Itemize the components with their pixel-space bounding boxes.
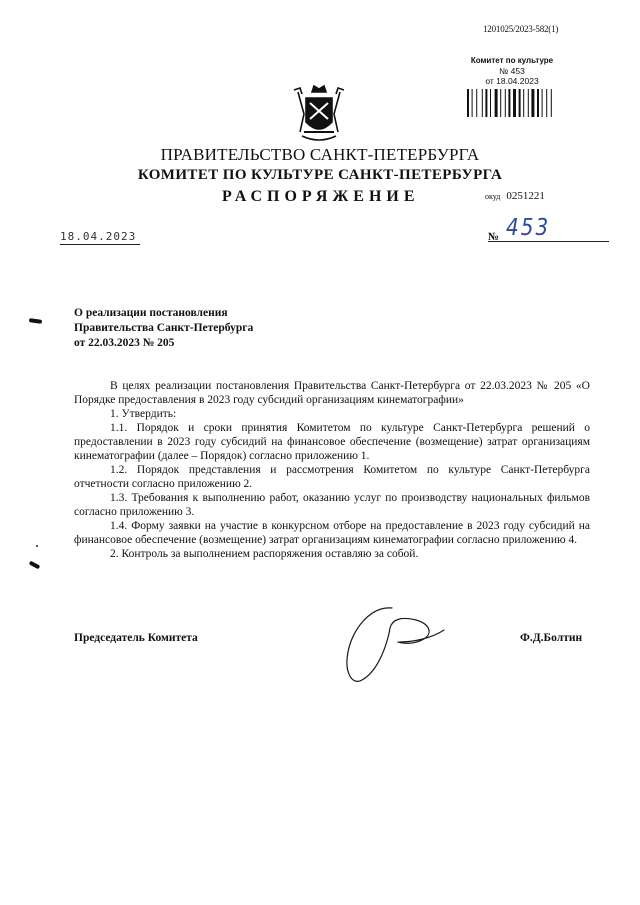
barcode-bar xyxy=(551,89,552,117)
document-number-label: № xyxy=(488,231,500,243)
margin-dot xyxy=(36,545,38,547)
barcode-bar xyxy=(482,89,483,117)
barcode-bar xyxy=(472,89,473,117)
barcode-bar xyxy=(500,89,501,117)
signatory-name: Ф.Д.Болтин xyxy=(520,632,583,644)
committee-title: КОМИТЕТ ПО КУЛЬТУРЕ САНКТ-ПЕТЕРБУРГА xyxy=(137,167,503,183)
incoming-stamp xyxy=(462,56,562,86)
body-paragraph: 1.3. Требования к выполнению работ, оказанию услуг по производству национальных фильмов согласно приложению 3. xyxy=(74,492,590,518)
okud-code xyxy=(485,190,545,202)
margin-mark xyxy=(29,318,42,324)
document-type: РАСПОРЯЖЕНИЕ xyxy=(222,188,420,205)
barcode-bar xyxy=(546,89,547,117)
body-paragraph: 1.1. Порядок и сроки принятия Комитетом по культуре Санкт-Петербурга решений о предоставлении в 2023 году субсидий на финансовое обеспечение (возмещение) затрат организациям кинематографии (далее – Порядок) согласно приложению 1. xyxy=(74,422,590,462)
barcode-bar xyxy=(476,89,477,117)
coat-of-arms-icon xyxy=(290,82,348,144)
barcode-bar xyxy=(537,89,539,117)
okud-value: 0251221 xyxy=(506,190,545,202)
government-title: ПРАВИТЕЛЬСТВО САНКТ-ПЕТЕРБУРГА xyxy=(160,145,480,164)
document-body xyxy=(74,379,590,561)
barcode-bar xyxy=(490,89,491,117)
stamp-number: № 453 xyxy=(499,66,525,76)
barcode-bar xyxy=(531,89,534,117)
document-number: 453 xyxy=(506,213,551,241)
signatory-position: Председатель Комитета xyxy=(74,632,198,644)
body-paragraph: 2. Контроль за выполнением распоряжения оставляю за собой. xyxy=(110,548,419,560)
margin-mark xyxy=(29,561,41,570)
barcode-icon xyxy=(466,89,556,117)
subject-line: Правительства Санкт-Петербурга xyxy=(74,322,254,334)
barcode-bar xyxy=(485,89,487,117)
barcode-bar xyxy=(467,89,469,117)
handwritten-signature xyxy=(330,600,450,690)
document-subject xyxy=(74,306,253,351)
stamp-date: от 18.04.2023 xyxy=(485,76,539,86)
body-paragraph: В целях реализации постановления Правительства Санкт-Петербурга от 22.03.2023 № 205 «О Порядке предоставления в 2023 году субсидий организациям кинематографии» xyxy=(74,380,590,406)
barcode-bar xyxy=(513,89,516,117)
body-paragraph: 1. Утвердить: xyxy=(110,408,177,420)
stamp-org: Комитет по культуре xyxy=(470,56,554,65)
barcode-bar xyxy=(542,89,543,117)
barcode-bar xyxy=(508,89,510,117)
barcode-bar xyxy=(505,89,506,117)
barcode-bar xyxy=(523,89,524,117)
body-paragraph: 1.2. Порядок представления и рассмотрения Комитетом по культуре Санкт-Петербурга отчетности согласно приложению 2. xyxy=(74,464,590,490)
barcode-bar xyxy=(528,89,529,117)
subject-line: О реализации постановления xyxy=(74,307,228,319)
subject-line: от 22.03.2023 № 205 xyxy=(74,337,175,349)
okud-label: окуд xyxy=(485,192,501,201)
barcode-bar xyxy=(519,89,521,117)
barcode-bar xyxy=(495,89,498,117)
document-date: 18.04.2023 xyxy=(60,230,140,245)
body-paragraph: 1.4. Форму заявки на участие в конкурсном отборе на предоставление в 2023 году субсидий на финансовое обеспечение (возмещение) затрат организациям кинематографии согласно приложению 4. xyxy=(74,520,590,546)
registration-number: 1201025/2023-582(1) xyxy=(483,24,559,34)
